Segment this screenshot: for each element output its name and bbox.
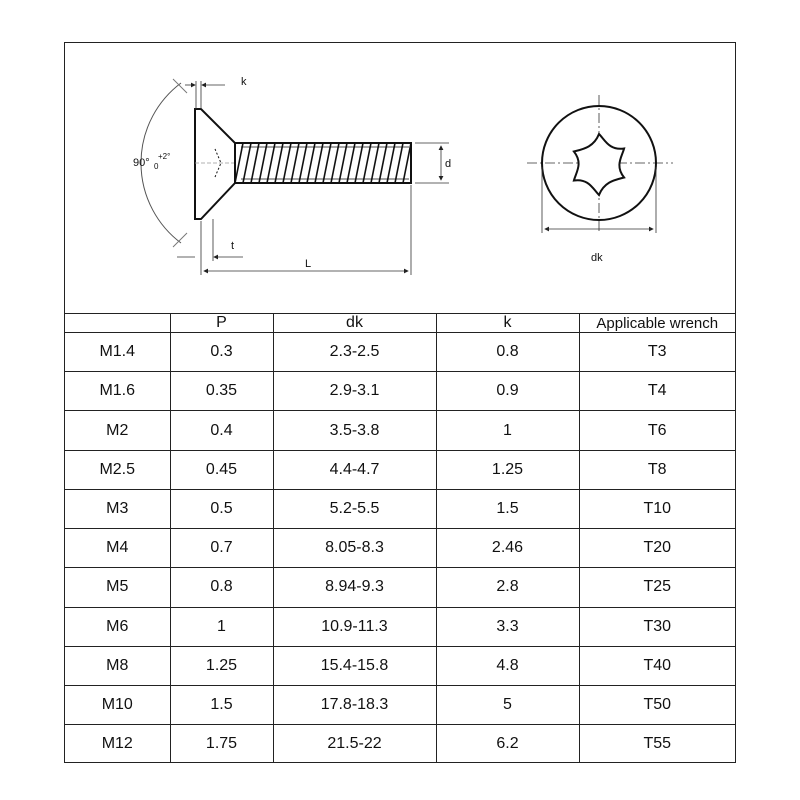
- header-dk: dk: [273, 314, 436, 333]
- cell-size: M8: [65, 646, 170, 685]
- table-row: [65, 411, 735, 450]
- header-pitch: P: [170, 314, 273, 333]
- cell-wrench: T50: [579, 685, 735, 724]
- cell-wrench: T10: [579, 489, 735, 528]
- cell-wrench: T20: [579, 529, 735, 568]
- cell-pitch: 1: [170, 607, 273, 646]
- cell-k: 0.8: [436, 333, 579, 372]
- cell-pitch: 0.5: [170, 489, 273, 528]
- table-row: [65, 685, 735, 724]
- cell-pitch: 0.4: [170, 411, 273, 450]
- cell-size: M4: [65, 529, 170, 568]
- table-row: [65, 607, 735, 646]
- dim-dk-label: dk: [591, 252, 603, 264]
- technical-drawing: [65, 43, 735, 313]
- cell-dk: 21.5-22: [273, 725, 436, 763]
- cell-k: 1: [436, 411, 579, 450]
- dim-k-label: k: [241, 76, 247, 88]
- cell-k: 4.8: [436, 646, 579, 685]
- cell-size: M6: [65, 607, 170, 646]
- table-header-row: [65, 314, 735, 333]
- cell-pitch: 0.35: [170, 372, 273, 411]
- cell-size: M12: [65, 725, 170, 763]
- cell-wrench: T55: [579, 725, 735, 763]
- screw-head: [195, 109, 235, 219]
- cell-dk: 2.3-2.5: [273, 333, 436, 372]
- cell-k: 1.25: [436, 450, 579, 489]
- cell-wrench: T30: [579, 607, 735, 646]
- screw-side-view: [133, 76, 451, 275]
- cell-pitch: 1.75: [170, 725, 273, 763]
- cell-dk: 17.8-18.3: [273, 685, 436, 724]
- cell-dk: 3.5-3.8: [273, 411, 436, 450]
- cell-k: 5: [436, 685, 579, 724]
- cell-size: M3: [65, 489, 170, 528]
- drawing-svg: [65, 43, 735, 313]
- cell-dk: 15.4-15.8: [273, 646, 436, 685]
- cell-k: 3.3: [436, 607, 579, 646]
- spec-table: [65, 313, 735, 763]
- cell-pitch: 0.7: [170, 529, 273, 568]
- cell-k: 2.8: [436, 568, 579, 607]
- header-wrench: Applicable wrench: [579, 314, 735, 333]
- table-row: [65, 372, 735, 411]
- cell-pitch: 0.3: [170, 333, 273, 372]
- angle-leader-top: [173, 79, 187, 93]
- angle-label: 90°: [133, 157, 150, 169]
- cell-dk: 5.2-5.5: [273, 489, 436, 528]
- table-row: [65, 568, 735, 607]
- cell-wrench: T4: [579, 372, 735, 411]
- cell-dk: 8.05-8.3: [273, 529, 436, 568]
- header-size: [65, 314, 170, 333]
- cell-pitch: 1.5: [170, 685, 273, 724]
- cell-wrench: T8: [579, 450, 735, 489]
- cell-wrench: T25: [579, 568, 735, 607]
- screw-top-view: [527, 95, 673, 264]
- angle-leader-bottom: [173, 233, 187, 247]
- spec-sheet-frame: [64, 42, 736, 763]
- cell-dk: 4.4-4.7: [273, 450, 436, 489]
- cell-k: 1.5: [436, 489, 579, 528]
- torx-drive-recess: [574, 134, 624, 195]
- cell-size: M2.5: [65, 450, 170, 489]
- header-k: k: [436, 314, 579, 333]
- cell-pitch: 1.25: [170, 646, 273, 685]
- cell-size: M2: [65, 411, 170, 450]
- dim-t-label: t: [231, 240, 235, 252]
- cell-size: M10: [65, 685, 170, 724]
- table-row: [65, 725, 735, 763]
- table-row: [65, 450, 735, 489]
- angle-tol-minus: 0: [154, 162, 159, 171]
- cell-k: 2.46: [436, 529, 579, 568]
- cell-wrench: T6: [579, 411, 735, 450]
- cell-pitch: 0.45: [170, 450, 273, 489]
- cell-dk: 2.9-3.1: [273, 372, 436, 411]
- table-row: [65, 646, 735, 685]
- screw-shank: [235, 143, 411, 183]
- cell-size: M5: [65, 568, 170, 607]
- cell-size: M1.6: [65, 372, 170, 411]
- angle-tol-plus: +2°: [158, 152, 171, 161]
- table-row: [65, 489, 735, 528]
- cell-size: M1.4: [65, 333, 170, 372]
- table-row: [65, 333, 735, 372]
- cell-k: 6.2: [436, 725, 579, 763]
- dim-l-label: L: [305, 258, 312, 270]
- cell-dk: 10.9-11.3: [273, 607, 436, 646]
- cell-wrench: T40: [579, 646, 735, 685]
- table-row: [65, 529, 735, 568]
- cell-k: 0.9: [436, 372, 579, 411]
- cell-wrench: T3: [579, 333, 735, 372]
- cell-pitch: 0.8: [170, 568, 273, 607]
- cell-dk: 8.94-9.3: [273, 568, 436, 607]
- dim-d-label: d: [445, 158, 452, 170]
